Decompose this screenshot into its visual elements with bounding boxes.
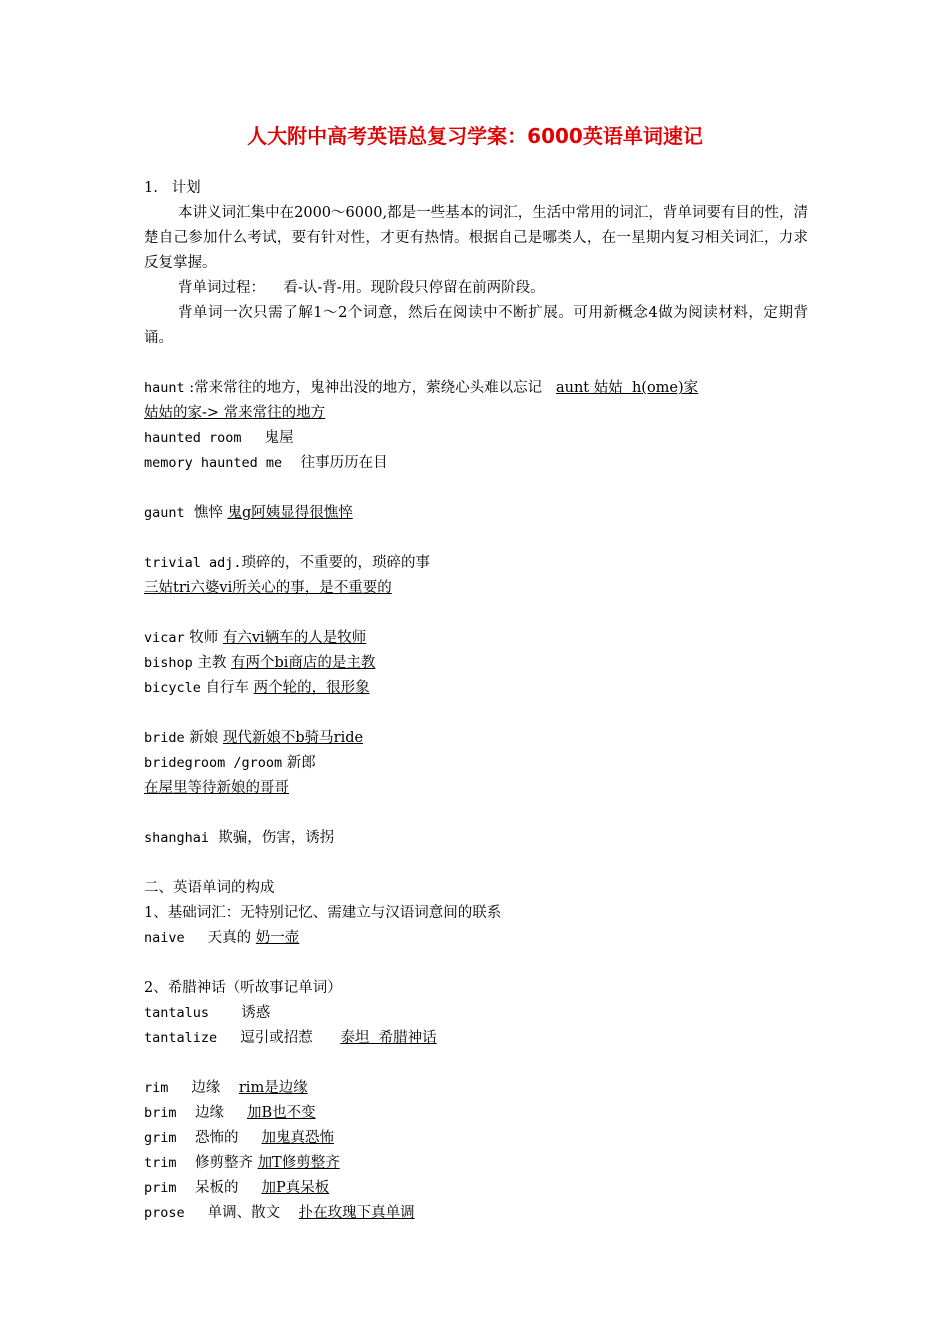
chinese-meaning: 琐碎的，不重要的，琐碎的事 [241, 555, 431, 571]
paragraph: 背单词过程： 看-认-背-用。现阶段只停留在前两阶段。 [178, 280, 545, 296]
paragraph: 本讲义词汇集中在2000～6000,都是一些基本的词汇，生活中常用的词汇，背单词要有目的性，清楚自己参加什么考试，要有针对性，才更有热情。根据自己是哪类人，在一星期内复习相关词汇，力求反复掌握。 [144, 205, 808, 271]
chinese-meaning: 憔悴 [184, 505, 228, 521]
vocab-example [144, 451, 808, 476]
english-phrase: memory haunted me [144, 455, 283, 471]
english-word: bridegroom /groom [144, 755, 283, 771]
vocab-entry [144, 626, 808, 651]
chinese-meaning: 鬼屋 [241, 430, 294, 446]
english-word: haunt [144, 380, 185, 396]
english-word: tantalize [144, 1030, 218, 1046]
chinese-meaning: 边缘 [168, 1080, 239, 1096]
paragraph: 背单词一次只需了解1～2个词意，然后在阅读中不断扩展。可用新概念4做为阅读材料，定期背诵。 [144, 305, 808, 346]
chinese-meaning: 边缘 [176, 1105, 247, 1121]
mnemonic: aunt 姑姑 h(ome)家 [555, 380, 699, 396]
vocab-entry [144, 751, 808, 776]
mnemonic: 加鬼真恐怖 [261, 1130, 334, 1146]
section-heading: 1. 计划 [144, 180, 201, 196]
mnemonic: 加T修剪整齐 [257, 1155, 340, 1171]
vocab-entry [144, 501, 808, 526]
english-word: tantalus [144, 1005, 210, 1021]
chinese-meaning: 新娘 [184, 730, 223, 746]
english-word: naive [144, 930, 185, 946]
chinese-meaning: 修剪整齐 [176, 1155, 258, 1171]
chinese-meaning: 天真的 [184, 930, 256, 946]
english-word: bicycle [144, 680, 201, 696]
english-word: trivial adj. [144, 555, 242, 571]
mnemonic: 泰坦 希腊神话 [340, 1030, 437, 1046]
english-word: bishop [144, 655, 193, 671]
english-word: grim [144, 1130, 177, 1146]
vocab-entry [144, 1151, 808, 1176]
chinese-meaning: 往事历历在目 [282, 455, 388, 471]
english-word: prose [144, 1205, 185, 1221]
chinese-meaning: 牧师 [184, 630, 223, 646]
chinese-meaning: 诱惑 [209, 1005, 271, 1021]
document-body [144, 176, 808, 1226]
english-word: vicar [144, 630, 185, 646]
section-heading: 二、英语单词的构成 [144, 880, 275, 896]
english-word: prim [144, 1180, 177, 1196]
vocab-entry [144, 776, 808, 801]
vocab-entry [144, 551, 808, 576]
chinese-meaning: 新郎 [282, 755, 316, 771]
vocab-entry [144, 1076, 808, 1101]
vocab-entry [144, 1176, 808, 1201]
english-phrase: haunted room [144, 430, 242, 446]
mnemonic: 奶一壶 [255, 930, 300, 946]
vocab-entry [144, 651, 808, 676]
chinese-meaning: 单调、散文 [184, 1205, 299, 1221]
vocab-entry [144, 826, 808, 851]
vocab-example [144, 426, 808, 451]
mnemonic: rim是边缘 [238, 1080, 308, 1096]
document-title: 人大附中高考英语总复习学案：6000英语单词速记 [247, 124, 703, 148]
subsection-heading: 2、希腊神话（听故事记单词） [144, 980, 342, 996]
vocab-entry [144, 376, 808, 401]
vocab-entry [144, 1026, 808, 1051]
chinese-meaning: 自行车 [200, 680, 254, 696]
vocab-entry [144, 676, 808, 701]
vocab-entry [144, 1126, 808, 1151]
english-word: gaunt [144, 505, 185, 521]
mnemonic: 加P真呆板 [261, 1180, 330, 1196]
english-word: rim [144, 1080, 169, 1096]
vocab-entry [144, 1201, 808, 1226]
mnemonic: 加B也不变 [247, 1105, 316, 1121]
vocab-entry [144, 1001, 808, 1026]
english-word: shanghai [144, 830, 210, 846]
vocab-entry [144, 401, 808, 426]
english-word: trim [144, 1155, 177, 1171]
chinese-meaning: 主教 [192, 655, 231, 671]
mnemonic: 扑在玫瑰下真单调 [298, 1205, 415, 1221]
vocab-entry [144, 926, 808, 951]
vocab-entry [144, 726, 808, 751]
mnemonic: 有两个bi商店的是主教 [231, 655, 376, 671]
mnemonic: 姑姑的家-> 常来常往的地方 [144, 405, 326, 421]
chinese-meaning: 恐怖的 [176, 1130, 262, 1146]
mnemonic: 在屋里等待新娘的哥哥 [144, 780, 289, 796]
mnemonic: 有六vi辆车的人是牧师 [222, 630, 367, 646]
chinese-meaning: 呆板的 [176, 1180, 262, 1196]
vocab-entry [144, 1101, 808, 1126]
vocab-entry [144, 576, 808, 601]
mnemonic: 两个轮的，很形象 [253, 680, 370, 696]
english-word: bride [144, 730, 185, 746]
mnemonic: 三姑tri六婆vi所关心的事，是不重要的 [144, 580, 392, 596]
subsection-heading: 1、基础词汇：无特别记忆、需建立与汉语词意间的联系 [144, 905, 502, 921]
english-word: brim [144, 1105, 177, 1121]
chinese-meaning: :常来常往的地方，鬼神出没的地方，萦绕心头难以忘记 [184, 380, 556, 396]
chinese-meaning: 欺骗，伤害，诱拐 [209, 830, 335, 846]
chinese-meaning: 逗引或招惹 [217, 1030, 341, 1046]
mnemonic: 鬼g阿姨显得很憔悴 [227, 505, 353, 521]
mnemonic: 现代新娘不b骑马ride [222, 730, 364, 746]
